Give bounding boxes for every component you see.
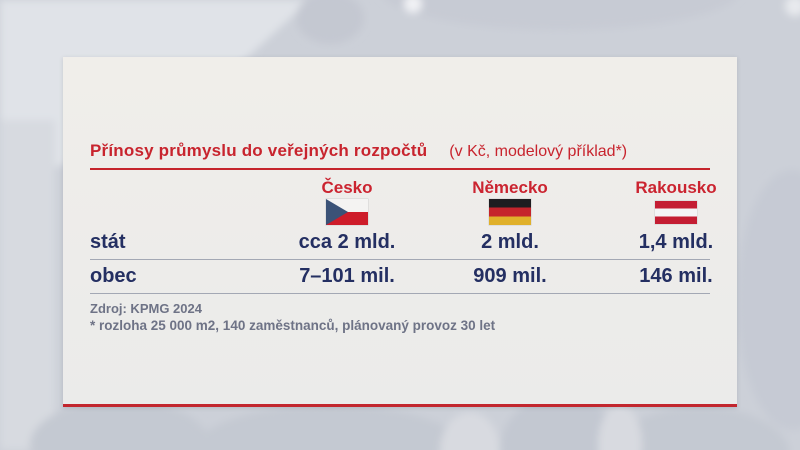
value-obec-rakousko: 146 mil. [639,265,713,287]
value-stat-nemecko: 2 mld. [481,231,539,253]
footnote-line: * rozloha 25 000 m2, 140 zaměstnanců, plánovaný provoz 30 let [90,318,496,333]
german-flag-icon [489,199,531,225]
value-stat-rakousko: 1,4 mld. [638,231,714,253]
title-underline [90,168,710,170]
value-obec-cesko: 7–101 mil. [299,265,395,287]
column-header-rakousko: Rakousko [635,178,717,197]
title-row [90,141,710,161]
column-header-nemecko: Německo [472,178,548,197]
value-stat-cesko: cca 2 mld. [298,231,396,253]
table-row-stat [90,226,714,260]
source-line: Zdroj: KPMG 2024 [90,301,202,316]
footer [90,300,710,335]
chart-subtitle: (v Kč, modelový příklad*) [449,143,628,160]
austrian-flag-icon [655,201,697,224]
column-header-cesko: Česko [321,178,373,197]
czech-flag-icon [326,199,368,225]
flag-cell-cesko [257,199,437,227]
flag-cell-nemecko [420,199,600,227]
row-label-obec: obec [90,265,137,287]
value-obec-nemecko: 909 mil. [473,265,547,287]
infographic-panel [63,57,737,407]
table-row-obec [90,260,713,294]
data-rows [90,226,714,294]
chart-title: Přínosy průmyslu do veřejných rozpočtů [90,141,428,160]
row-label-stat: stát [90,231,126,253]
flag-cell-rakousko [586,199,766,227]
